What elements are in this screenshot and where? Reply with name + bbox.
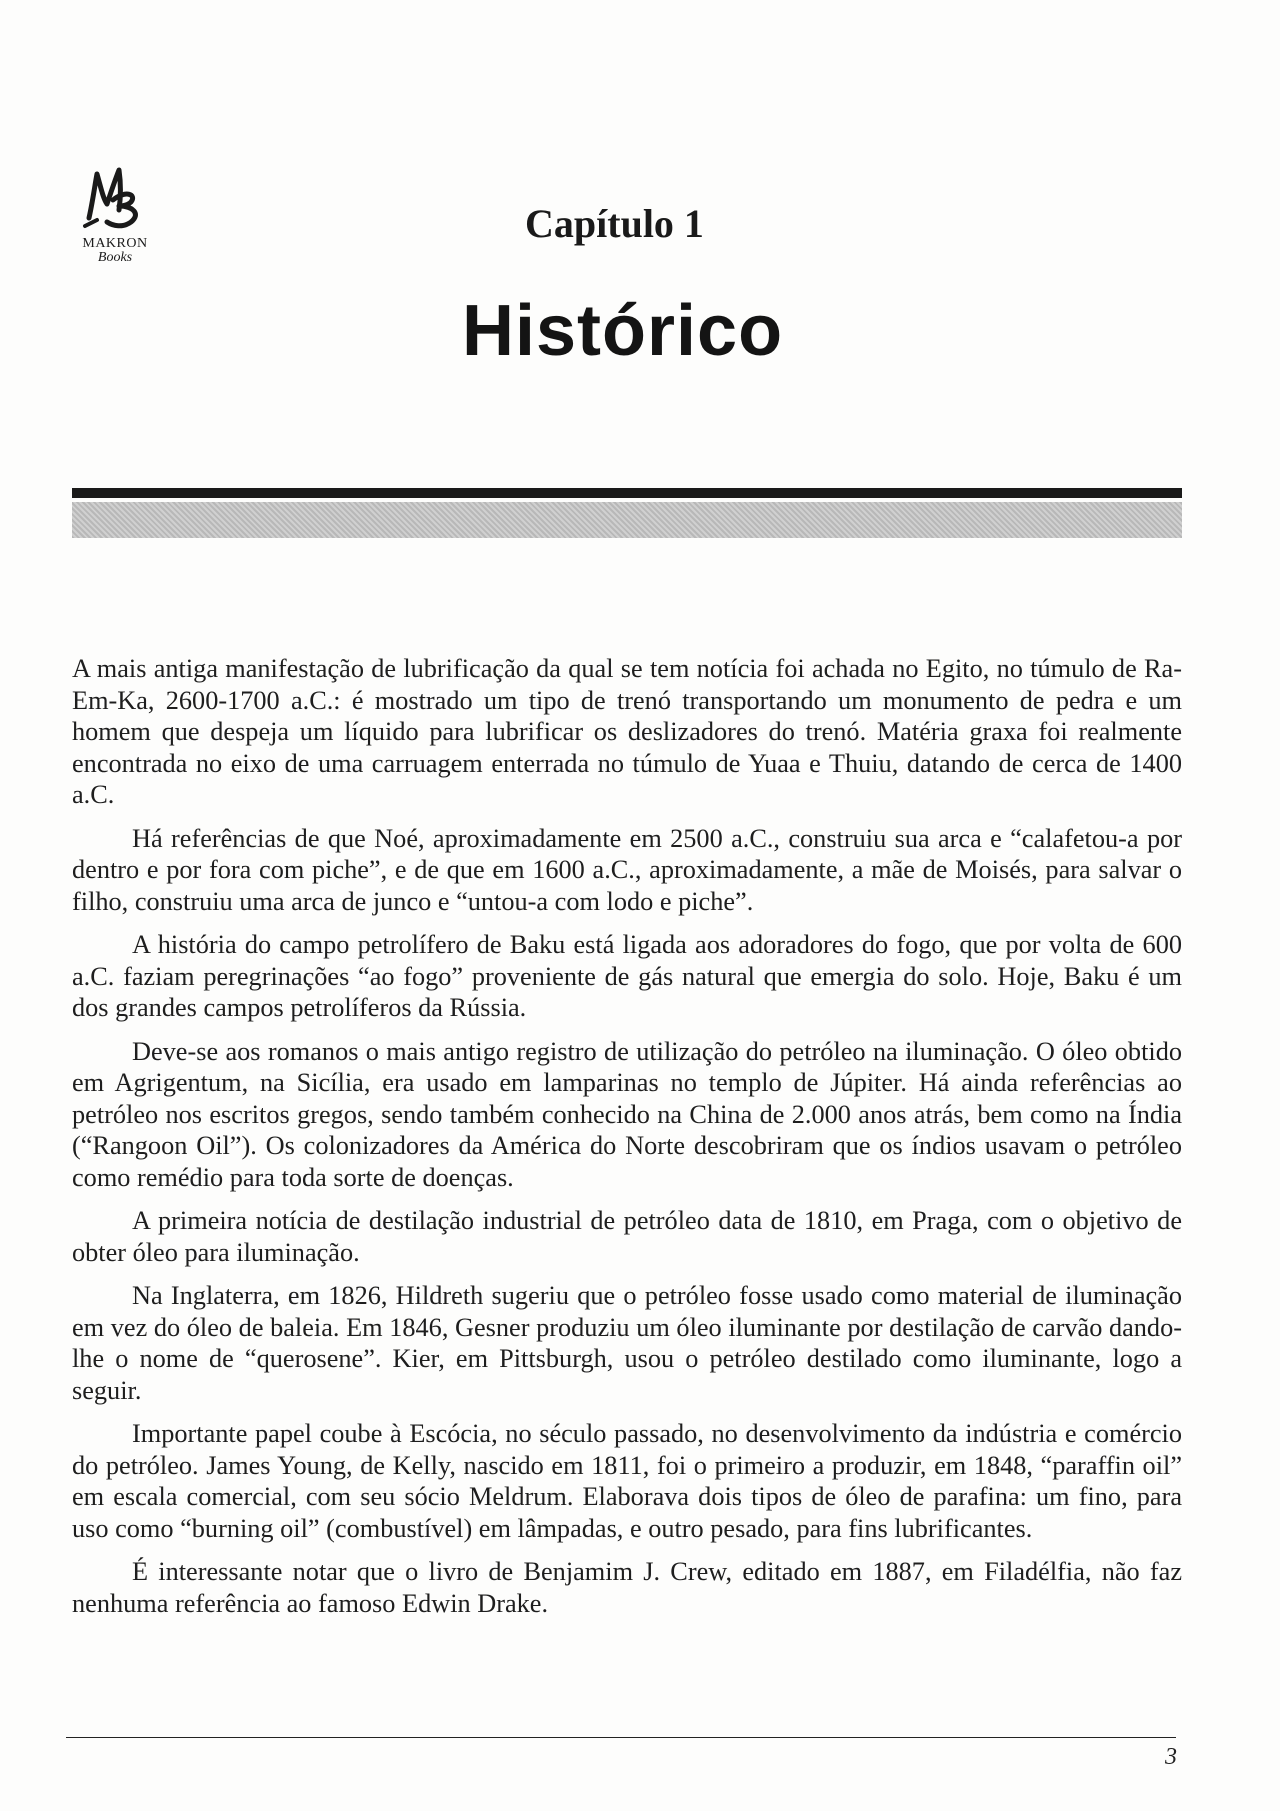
paragraph: A mais antiga manifestação de lubrificação da qual se tem notícia foi achada no Egito, no túmulo de Ra-Em-Ka, 2600-1700 a.C.: é mostrado um tipo de trenó transportando um monumento de pedra e um homem que despeja um líquido para lubrificar os deslizadores do trenó. Matéria graxa foi realmente encontrada no eixo de uma carruagem enterrada no túmulo de Yuaa e Thuiu, datando de cerca de 1400 a.C.: [72, 654, 1182, 809]
divider-solid-band: [72, 488, 1182, 498]
mb-monogram-icon: [75, 160, 155, 240]
paragraph: É interessante notar que o livro de Benjamim J. Crew, editado em 1887, em Filadélfia, não faz nenhuma referência ao famoso Edwin Drake.: [72, 1557, 1182, 1618]
paragraph: Importante papel coube à Escócia, no século passado, no desenvolvimento da indústria e comércio do petróleo. James Young, de Kelly, nascido em 1811, foi o primeiro a produzir, em 1848, “paraffin oil” em escala comercial, com seu sócio Meldrum. Elaborava dois tipos de óleo de parafina: um fino, para uso como “burning oil” (combustível) em lâmpadas, e outro pesado, para fins lubrificantes.: [72, 1419, 1182, 1543]
chapter-title: Histórico: [462, 291, 784, 371]
paragraph: Há referências de que Noé, aproximadamente em 2500 a.C., construiu sua arca e “calafetou-a por dentro e por fora com piche”, e de que em 1600 a.C., aproximadamente, a mãe de Moisés, para salvar o filho, construiu uma arca de junco e “untou-a com lodo e piche”.: [72, 823, 1182, 916]
chapter-label: Capítulo 1: [525, 201, 704, 246]
paragraph: A primeira notícia de destilação industrial de petróleo data de 1810, em Praga, com o objetivo de obter óleo para iluminação.: [72, 1206, 1182, 1267]
divider-hatched-band: [72, 502, 1182, 538]
publisher-subtitle: Books: [97, 250, 133, 265]
publisher-name: MAKRON: [82, 236, 148, 251]
paragraph: Na Inglaterra, em 1826, Hildreth sugeriu que o petróleo fosse usado como material de iluminação em vez do óleo de baleia. Em 1846, Gesner produziu um óleo iluminante por destilação de carvão dando-lhe o nome de “querosene”. Kier, em Pittsburgh, usou o petróleo destilado como iluminante, logo a seguir.: [72, 1281, 1182, 1405]
page-number: 3: [1165, 1744, 1177, 1770]
chapter-divider: [72, 488, 1182, 538]
publisher-logo: [60, 160, 170, 266]
paragraph: Deve-se aos romanos o mais antigo registro de utilização do petróleo na iluminação. O óleo obtido em Agrigentum, na Sicília, era usado em lamparinas no templo de Júpiter. Há ainda referências ao petróleo nos escritos gregos, sendo também conhecido na China de 2.000 anos atrás, bem como na Índia (“Rangoon Oil”). Os colonizadores da América do Norte descobriram que os índios usavam o petróleo como remédio para toda sorte de doenças.: [72, 1036, 1182, 1192]
paragraph: A história do campo petrolífero de Baku está ligada aos adoradores do fogo, que por volta de 600 a.C. faziam peregrinações “ao fogo” proveniente de gás natural que emergia do solo. Hoje, Baku é um dos grandes campos petrolíferos da Rússia.: [72, 930, 1182, 1022]
chapter-body: [72, 653, 1182, 1631]
footer-rule: [66, 1737, 1176, 1738]
